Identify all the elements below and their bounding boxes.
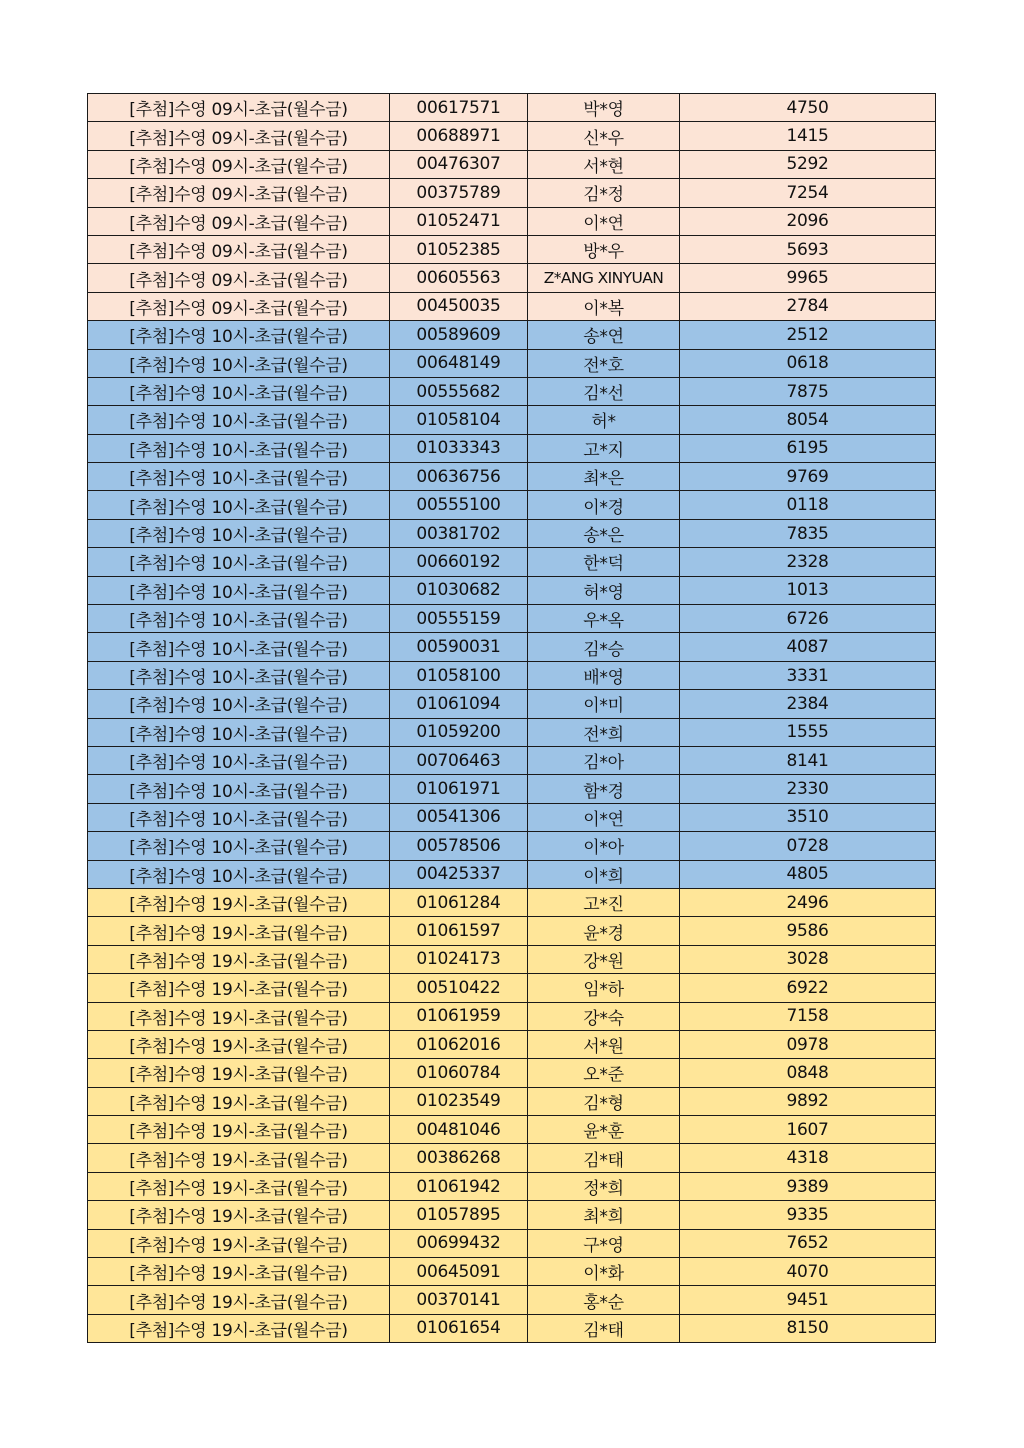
member-id-cell: 00476307 — [390, 150, 528, 178]
name-cell: 임*하 — [528, 974, 680, 1002]
member-id-cell: 00481046 — [390, 1116, 528, 1144]
code-cell: 9769 — [680, 463, 936, 491]
member-id-cell: 00578506 — [390, 832, 528, 860]
name-cell: 윤*경 — [528, 917, 680, 945]
table-row — [88, 406, 936, 434]
table-row — [88, 945, 936, 973]
code-cell: 0848 — [680, 1059, 936, 1087]
table-row — [88, 888, 936, 916]
table-row — [88, 349, 936, 377]
table-row — [88, 179, 936, 207]
code-cell: 0118 — [680, 491, 936, 519]
member-id-cell: 01061942 — [390, 1172, 528, 1200]
code-cell: 2512 — [680, 321, 936, 349]
member-id-cell: 00381702 — [390, 519, 528, 547]
table-row — [88, 1087, 936, 1115]
code-cell: 2384 — [680, 690, 936, 718]
name-cell: 최*은 — [528, 463, 680, 491]
table-row — [88, 207, 936, 235]
code-cell: 0978 — [680, 1030, 936, 1058]
table-row — [88, 150, 936, 178]
course-cell: [추첨]수영 10시-초급(월수금) — [88, 491, 390, 519]
course-cell: [추첨]수영 09시-초급(월수금) — [88, 179, 390, 207]
name-cell: 강*원 — [528, 945, 680, 973]
member-id-cell: 01061597 — [390, 917, 528, 945]
member-id-cell: 01030682 — [390, 576, 528, 604]
course-cell: [추첨]수영 19시-초급(월수금) — [88, 1087, 390, 1115]
member-id-cell: 01061971 — [390, 775, 528, 803]
table-body — [88, 94, 936, 1343]
code-cell: 1013 — [680, 576, 936, 604]
name-cell: 이*경 — [528, 491, 680, 519]
course-cell: [추첨]수영 19시-초급(월수금) — [88, 1258, 390, 1286]
table-row — [88, 1116, 936, 1144]
name-cell: 전*희 — [528, 718, 680, 746]
table-row — [88, 633, 936, 661]
table-row — [88, 1059, 936, 1087]
code-cell: 6726 — [680, 605, 936, 633]
member-id-cell: 00370141 — [390, 1286, 528, 1314]
name-cell: 강*숙 — [528, 1002, 680, 1030]
member-id-cell: 00375789 — [390, 179, 528, 207]
course-cell: [추첨]수영 19시-초급(월수금) — [88, 1314, 390, 1342]
code-cell: 4750 — [680, 94, 936, 122]
table-row — [88, 605, 936, 633]
table-row — [88, 1144, 936, 1172]
code-cell: 4318 — [680, 1144, 936, 1172]
member-id-cell: 00450035 — [390, 292, 528, 320]
member-id-cell: 01060784 — [390, 1059, 528, 1087]
table-row — [88, 434, 936, 462]
name-cell: 이*복 — [528, 292, 680, 320]
code-cell: 7875 — [680, 377, 936, 405]
member-id-cell: 00617571 — [390, 94, 528, 122]
course-cell: [추첨]수영 09시-초급(월수금) — [88, 235, 390, 263]
table-row — [88, 803, 936, 831]
course-cell: [추첨]수영 10시-초급(월수금) — [88, 605, 390, 633]
name-cell: 우*옥 — [528, 605, 680, 633]
member-id-cell: 00605563 — [390, 264, 528, 292]
member-id-cell: 00555100 — [390, 491, 528, 519]
member-id-cell: 01058104 — [390, 406, 528, 434]
table-row — [88, 775, 936, 803]
course-cell: [추첨]수영 10시-초급(월수금) — [88, 718, 390, 746]
table-row — [88, 1258, 936, 1286]
code-cell: 2330 — [680, 775, 936, 803]
code-cell: 3510 — [680, 803, 936, 831]
name-cell: Z*ANG XINYUAN — [528, 264, 680, 292]
course-cell: [추첨]수영 10시-초급(월수금) — [88, 434, 390, 462]
name-cell: 윤*훈 — [528, 1116, 680, 1144]
table-row — [88, 1030, 936, 1058]
table-row — [88, 1172, 936, 1200]
name-cell: 김*아 — [528, 746, 680, 774]
course-cell: [추첨]수영 10시-초급(월수금) — [88, 548, 390, 576]
code-cell: 4805 — [680, 860, 936, 888]
member-id-cell: 00555682 — [390, 377, 528, 405]
course-cell: [추첨]수영 19시-초급(월수금) — [88, 1229, 390, 1257]
table-row — [88, 661, 936, 689]
name-cell: 이*희 — [528, 860, 680, 888]
course-cell: [추첨]수영 19시-초급(월수금) — [88, 1144, 390, 1172]
table-row — [88, 321, 936, 349]
name-cell: 김*선 — [528, 377, 680, 405]
course-cell: [추첨]수영 09시-초급(월수금) — [88, 207, 390, 235]
name-cell: 함*경 — [528, 775, 680, 803]
member-id-cell: 00648149 — [390, 349, 528, 377]
member-id-cell: 01023549 — [390, 1087, 528, 1115]
code-cell: 2496 — [680, 888, 936, 916]
code-cell: 1555 — [680, 718, 936, 746]
code-cell: 4087 — [680, 633, 936, 661]
code-cell: 7254 — [680, 179, 936, 207]
name-cell: 서*원 — [528, 1030, 680, 1058]
course-cell: [추첨]수영 10시-초급(월수금) — [88, 661, 390, 689]
code-cell: 5693 — [680, 235, 936, 263]
name-cell: 박*영 — [528, 94, 680, 122]
name-cell: 이*연 — [528, 207, 680, 235]
member-id-cell: 00386268 — [390, 1144, 528, 1172]
name-cell: 김*승 — [528, 633, 680, 661]
table-row — [88, 1201, 936, 1229]
member-id-cell: 01061654 — [390, 1314, 528, 1342]
code-cell: 9892 — [680, 1087, 936, 1115]
member-id-cell: 00590031 — [390, 633, 528, 661]
course-cell: [추첨]수영 19시-초급(월수금) — [88, 1286, 390, 1314]
table-row — [88, 122, 936, 150]
name-cell: 오*준 — [528, 1059, 680, 1087]
code-cell: 6922 — [680, 974, 936, 1002]
member-id-cell: 00555159 — [390, 605, 528, 633]
code-cell: 9586 — [680, 917, 936, 945]
course-cell: [추첨]수영 09시-초급(월수금) — [88, 94, 390, 122]
name-cell: 이*아 — [528, 832, 680, 860]
course-cell: [추첨]수영 19시-초급(월수금) — [88, 888, 390, 916]
course-cell: [추첨]수영 19시-초급(월수금) — [88, 1172, 390, 1200]
course-cell: [추첨]수영 10시-초급(월수금) — [88, 860, 390, 888]
member-id-cell: 00688971 — [390, 122, 528, 150]
member-id-cell: 00699432 — [390, 1229, 528, 1257]
name-cell: 김*태 — [528, 1314, 680, 1342]
code-cell: 2784 — [680, 292, 936, 320]
member-id-cell: 00510422 — [390, 974, 528, 1002]
member-id-cell: 01033343 — [390, 434, 528, 462]
course-cell: [추첨]수영 19시-초급(월수금) — [88, 1201, 390, 1229]
table-row — [88, 690, 936, 718]
table-row — [88, 292, 936, 320]
course-cell: [추첨]수영 10시-초급(월수금) — [88, 690, 390, 718]
member-id-cell: 01052385 — [390, 235, 528, 263]
name-cell: 서*현 — [528, 150, 680, 178]
name-cell: 전*호 — [528, 349, 680, 377]
course-cell: [추첨]수영 10시-초급(월수금) — [88, 803, 390, 831]
code-cell: 7652 — [680, 1229, 936, 1257]
name-cell: 송*연 — [528, 321, 680, 349]
code-cell: 3331 — [680, 661, 936, 689]
name-cell: 정*희 — [528, 1172, 680, 1200]
name-cell: 이*미 — [528, 690, 680, 718]
course-cell: [추첨]수영 10시-초급(월수금) — [88, 463, 390, 491]
table-row — [88, 576, 936, 604]
code-cell: 7158 — [680, 1002, 936, 1030]
table-row — [88, 377, 936, 405]
name-cell: 구*영 — [528, 1229, 680, 1257]
member-id-cell: 01059200 — [390, 718, 528, 746]
course-cell: [추첨]수영 10시-초급(월수금) — [88, 633, 390, 661]
table-row — [88, 548, 936, 576]
course-cell: [추첨]수영 09시-초급(월수금) — [88, 122, 390, 150]
code-cell: 7835 — [680, 519, 936, 547]
member-id-cell: 01062016 — [390, 1030, 528, 1058]
member-id-cell: 01061284 — [390, 888, 528, 916]
name-cell: 김*태 — [528, 1144, 680, 1172]
code-cell: 1607 — [680, 1116, 936, 1144]
name-cell: 이*연 — [528, 803, 680, 831]
table-row — [88, 264, 936, 292]
member-id-cell: 00660192 — [390, 548, 528, 576]
course-cell: [추첨]수영 19시-초급(월수금) — [88, 974, 390, 1002]
course-cell: [추첨]수영 19시-초급(월수금) — [88, 1116, 390, 1144]
course-cell: [추첨]수영 19시-초급(월수금) — [88, 945, 390, 973]
member-id-cell: 01057895 — [390, 1201, 528, 1229]
member-id-cell: 01052471 — [390, 207, 528, 235]
code-cell: 0618 — [680, 349, 936, 377]
member-id-cell: 00636756 — [390, 463, 528, 491]
name-cell: 배*영 — [528, 661, 680, 689]
course-cell: [추첨]수영 10시-초급(월수금) — [88, 775, 390, 803]
course-cell: [추첨]수영 09시-초급(월수금) — [88, 264, 390, 292]
table-row — [88, 1314, 936, 1342]
member-id-cell: 00589609 — [390, 321, 528, 349]
code-cell: 2328 — [680, 548, 936, 576]
member-id-cell: 00706463 — [390, 746, 528, 774]
table-row — [88, 491, 936, 519]
name-cell: 이*화 — [528, 1258, 680, 1286]
lottery-results-table — [87, 93, 936, 1343]
code-cell: 9389 — [680, 1172, 936, 1200]
course-cell: [추첨]수영 09시-초급(월수금) — [88, 150, 390, 178]
name-cell: 송*은 — [528, 519, 680, 547]
code-cell: 2096 — [680, 207, 936, 235]
course-cell: [추첨]수영 19시-초급(월수금) — [88, 1059, 390, 1087]
table-row — [88, 1286, 936, 1314]
member-id-cell: 01061094 — [390, 690, 528, 718]
course-cell: [추첨]수영 10시-초급(월수금) — [88, 377, 390, 405]
name-cell: 최*희 — [528, 1201, 680, 1229]
table-row — [88, 746, 936, 774]
table-row — [88, 235, 936, 263]
table-row — [88, 860, 936, 888]
course-cell: [추첨]수영 10시-초급(월수금) — [88, 406, 390, 434]
name-cell: 한*덕 — [528, 548, 680, 576]
course-cell: [추첨]수영 10시-초급(월수금) — [88, 519, 390, 547]
table-row — [88, 1002, 936, 1030]
course-cell: [추첨]수영 10시-초급(월수금) — [88, 832, 390, 860]
course-cell: [추첨]수영 10시-초급(월수금) — [88, 576, 390, 604]
course-cell: [추첨]수영 10시-초급(월수금) — [88, 746, 390, 774]
code-cell: 1415 — [680, 122, 936, 150]
table-row — [88, 718, 936, 746]
name-cell: 홍*순 — [528, 1286, 680, 1314]
code-cell: 5292 — [680, 150, 936, 178]
member-id-cell: 01061959 — [390, 1002, 528, 1030]
code-cell: 9451 — [680, 1286, 936, 1314]
member-id-cell: 00425337 — [390, 860, 528, 888]
member-id-cell: 00645091 — [390, 1258, 528, 1286]
table-row — [88, 974, 936, 1002]
name-cell: 허*영 — [528, 576, 680, 604]
course-cell: [추첨]수영 09시-초급(월수금) — [88, 292, 390, 320]
table-row — [88, 1229, 936, 1257]
name-cell: 김*정 — [528, 179, 680, 207]
code-cell: 9965 — [680, 264, 936, 292]
name-cell: 신*우 — [528, 122, 680, 150]
table-row — [88, 519, 936, 547]
name-cell: 방*우 — [528, 235, 680, 263]
member-id-cell: 01058100 — [390, 661, 528, 689]
member-id-cell: 01024173 — [390, 945, 528, 973]
code-cell: 0728 — [680, 832, 936, 860]
course-cell: [추첨]수영 10시-초급(월수금) — [88, 349, 390, 377]
code-cell: 8141 — [680, 746, 936, 774]
course-cell: [추첨]수영 10시-초급(월수금) — [88, 321, 390, 349]
table-row — [88, 463, 936, 491]
code-cell: 6195 — [680, 434, 936, 462]
code-cell: 9335 — [680, 1201, 936, 1229]
table-row — [88, 917, 936, 945]
course-cell: [추첨]수영 19시-초급(월수금) — [88, 1030, 390, 1058]
name-cell: 고*지 — [528, 434, 680, 462]
code-cell: 8150 — [680, 1314, 936, 1342]
name-cell: 김*형 — [528, 1087, 680, 1115]
member-id-cell: 00541306 — [390, 803, 528, 831]
code-cell: 8054 — [680, 406, 936, 434]
name-cell: 허* — [528, 406, 680, 434]
course-cell: [추첨]수영 19시-초급(월수금) — [88, 1002, 390, 1030]
code-cell: 4070 — [680, 1258, 936, 1286]
course-cell: [추첨]수영 19시-초급(월수금) — [88, 917, 390, 945]
table-row — [88, 832, 936, 860]
name-cell: 고*진 — [528, 888, 680, 916]
code-cell: 3028 — [680, 945, 936, 973]
table-row — [88, 94, 936, 122]
